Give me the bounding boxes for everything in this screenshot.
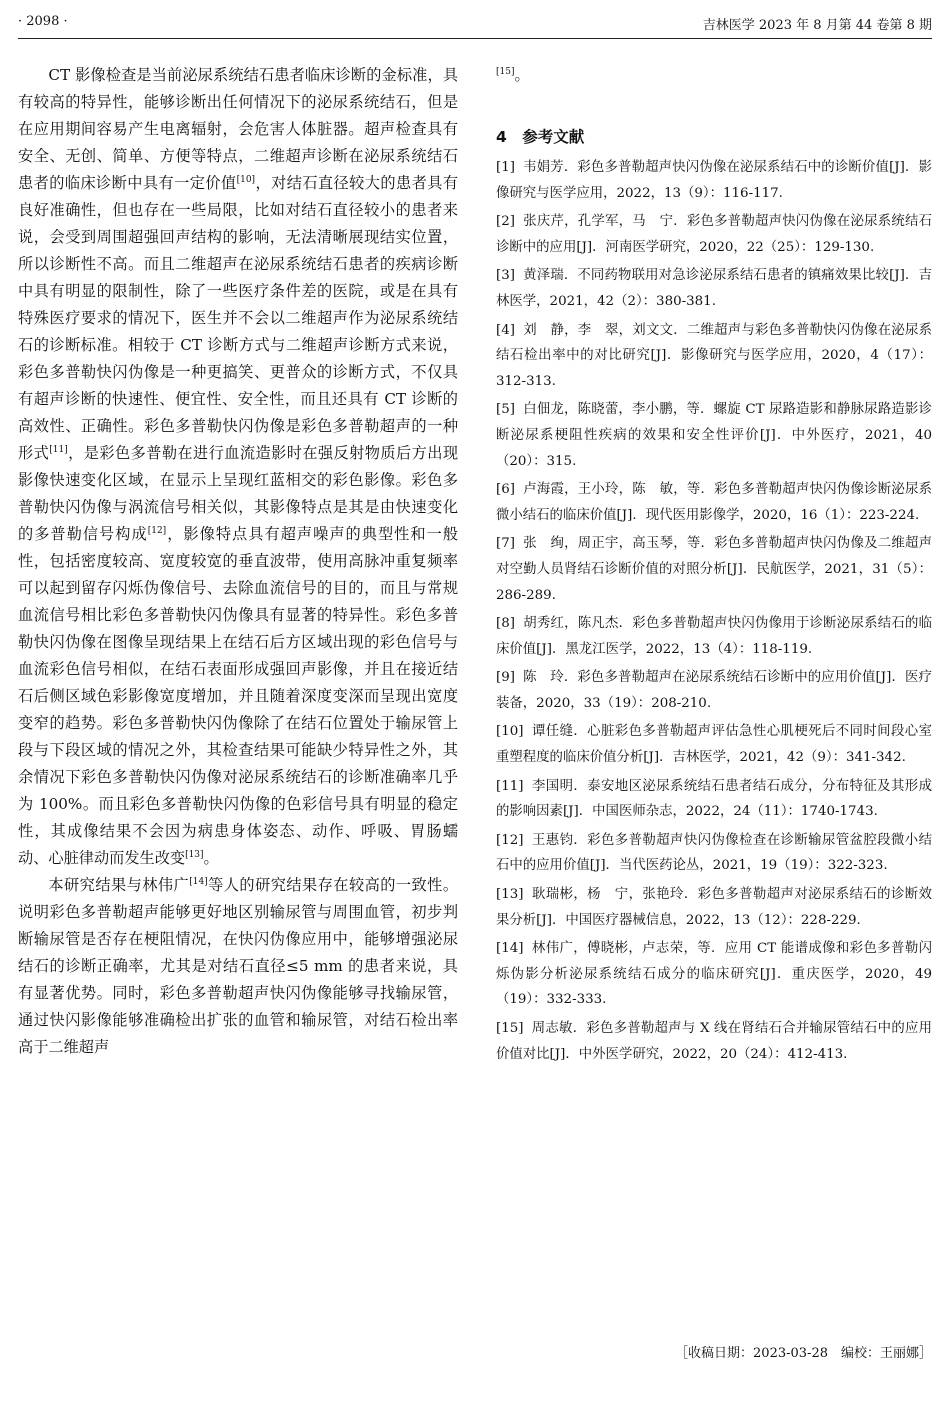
reference-text: 周志敏．彩色多普勒超声与 X 线在肾结石合并输尿管结石中的应用价值对比[J]．中外医学研究，2022，20（24）：412-413. [496, 1021, 932, 1062]
reference-number: [13] [496, 887, 524, 903]
citation: [13] [185, 849, 204, 860]
reference-item [496, 1016, 932, 1067]
reference-item [496, 209, 932, 260]
text-segment: 本研究结果与林伟广 [48, 876, 190, 894]
text-segment: 。 [514, 66, 530, 84]
reference-text: 胡秀红，陈凡杰．彩色多普勒超声快闪伪像用于诊断泌尿系结石的临床价值[J]．黑龙江医学，2022，13（4）：118-119. [496, 616, 932, 657]
reference-list [496, 155, 932, 1067]
header-rule [18, 38, 932, 39]
reference-item [496, 665, 932, 716]
reference-item [496, 936, 932, 1013]
reference-number: [4] [496, 322, 515, 338]
reference-text: 李国明．泰安地区泌尿系统结石患者结石成分，分布特征及其形成的影响因素[J]．中国医师杂志，2022，24（11）：1740-1743. [496, 778, 932, 820]
reference-text: 卢海霞，王小玲，陈 敏，等．彩色多普勒超声快闪伪像诊断泌尿系微小结石的临床价值[J]．现代医用影像学，2020，16（1）：223-224. [496, 482, 932, 523]
citation: [11] [49, 444, 68, 455]
reference-text: 耿瑞彬，杨 宁，张艳玲．彩色多普勒超声对泌尿系结石的诊断效果分析[J]．中国医疗器械信息，2022，13（12）：228-229. [496, 887, 932, 928]
reference-item [496, 263, 932, 314]
reference-item [496, 828, 932, 879]
text-segment: CT 影像检查是当前泌尿系统结石患者临床诊断的金标准，具有较高的特异性，能够诊断出任何情况下的泌尿系统结石，但是在应用期间容易产生电离辐射，会危害人体脏器。超声检查具有安全、无创、简单、方便等特点，二维超声诊断在泌尿系统结石患者的临床诊断中具有一定价值 [18, 66, 458, 192]
page-header [18, 14, 932, 36]
reference-item [496, 318, 932, 395]
reference-text: 张 绚，周正宇，高玉琴，等．彩色多普勒超声快闪伪像及二维超声对空勤人员肾结石诊断价值的对照分析[J]．民航医学，2021，31（5）：286-289. [496, 536, 932, 603]
reference-item [496, 882, 932, 933]
reference-text: 林伟广，傅晓彬，卢志荣，等．应用 CT 能谱成像和彩色多普勒闪烁伪影分析泌尿系统结石成分的临床研究[J]．重庆医学，2020，49（19）：332-333. [496, 941, 932, 1008]
reference-number: [12] [496, 832, 524, 848]
reference-item [496, 531, 932, 608]
reference-text: 韦娟芳．彩色多普勒超声快闪伪像在泌尿系结石中的诊断价值[J]．影像研究与医学应用，2022，13（9）：116-117. [496, 160, 932, 201]
reference-text: 谭任缝．心脏彩色多普勒超声评估急性心肌梗死后不同时间段心室重塑程度的临床价值分析[J]．吉林医学，2021，42（9）：341-342. [496, 724, 932, 766]
reference-number: [2] [496, 214, 515, 230]
citation: [15] [496, 66, 515, 77]
text-segment: ，对结石直径较大的患者具有良好准确性，但也存在一些局限，比如对结石直径较小的患者来说，会受到周围超强回声结构的影响，无法清晰展现结实位置，所以诊断性不高。而且二维超声在泌尿系统结石患者的疾病诊断中具有明显的限制性，除了一些医疗条件差的医院，或是在具有特殊医疗要求的情况下，医生并不会以二维超声作为泌尿系统结石的诊断标准。相较于 CT 诊断方式与二维超声诊断方式来说，彩色多普勒快闪伪像是一种更搞笑、更普众的诊断方式，不仅具有超声诊断的快速性、便宜性、安全性，而且还具有 CT 诊断的高效性、正确性。彩色多普勒快闪伪像是彩色多普勒超声的一种形式 [18, 174, 459, 462]
left-column [18, 62, 458, 1061]
journal-info: 吉林医学 2023 年 8 月第 44 卷第 8 期 [702, 18, 932, 33]
references-heading: 4 参考文献 [496, 128, 585, 146]
body-paragraph-2 [18, 872, 458, 1061]
reference-item [496, 719, 932, 770]
reference-number: [9] [496, 670, 515, 686]
reference-text: 陈 玲．彩色多普勒超声在泌尿系统结石诊断中的应用价值[J]．医疗装备，2020，33（19）：208-210. [496, 670, 932, 711]
reference-item [496, 611, 932, 662]
reference-item [496, 774, 932, 825]
reference-number: [10] [496, 724, 524, 740]
reference-number: [7] [496, 536, 515, 552]
text-segment: 。 [203, 849, 219, 867]
reference-number: [11] [496, 778, 524, 794]
right-column [496, 62, 932, 1070]
text-segment: 等人的研究结果存在较高的一致性。说明彩色多普勒超声能够更好地区别输尿管与周围血管，初步判断输尿管是否存在梗阻情况，在快闪伪像应用中，能够增强泌尿结石的诊断正确率，尤其是对结石直径≤5 mm 的患者来说，具有显著优势。同时，彩色多普勒超声快闪伪像能够寻找输尿管，通过快闪影像能够准确检出扩张的血管和输尿管，对结石检出率高于二维超声 [18, 876, 459, 1056]
receipt-info: ［收稿日期：2023-03-28 编校：王丽娜］ [675, 1346, 932, 1361]
reference-text: 刘 静，李 翠，刘文文．二维超声与彩色多普勒快闪伪像在泌尿系结石检出率中的对比研究[J]．影像研究与医学应用，2020，4（17）：312-313. [496, 322, 932, 389]
page-number: · 2098 · [18, 14, 68, 29]
body-paragraph-2-continued [496, 62, 932, 89]
reference-number: [1] [496, 160, 515, 175]
reference-number: [5] [496, 402, 515, 418]
reference-item [496, 397, 932, 474]
reference-number: [14] [496, 941, 524, 957]
body-paragraph-1 [18, 62, 458, 872]
reference-number: [6] [496, 482, 515, 498]
text-segment: ，影像特点具有超声噪声的典型性和一般性，包括密度较高、宽度较宽的垂直波带，使用高脉冲重复频率可以起到留存闪烁伪像信号、去除血流信号的目的，而且与常规血流信号相比彩色多普勒快闪伪像具有显著的特异性。彩色多普勒快闪伪像在图像呈现结果上在结石后方区域出现的彩色信号与血流彩色信号相似，在结石表面形成强回声影像，并且在接近结石后侧区域色彩影像宽度增加，并且随着深度变深而呈现出宽度变窄的趋势。彩色多普勒快闪伪像除了在结石位置处于输尿管上段与下段区域的情况之外，其检查结果可能缺少特异性之外，其余情况下彩色多普勒快闪伪像对泌尿系统结石的诊断准确率几乎为 100%。而且彩色多普勒快闪伪像的色彩信号具有明显的稳定性，其成像结果不会因为病患身体姿态、动作、呼吸、胃肠蠕动、心脏律动而发生改变 [18, 525, 459, 867]
reference-text: 张庆芹，孔学军，马 宁．彩色多普勒超声快闪伪像在泌尿系统结石诊断中的应用[J]．河南医学研究，2020，22（25）：129-130. [496, 214, 932, 255]
citation: [12] [147, 525, 167, 536]
reference-text: 白佃龙，陈晓蕾，李小鹏，等．螺旋 CT 尿路造影和静脉尿路造影诊断泌尿系梗阻性疾病的效果和安全性评价[J]．中外医疗，2021，40（20）：315. [496, 402, 932, 469]
reference-number: [15] [496, 1021, 524, 1036]
citation: [14] [189, 876, 208, 887]
reference-text: 黄泽瑞．不同药物联用对急诊泌尿系结石患者的镇痛效果比较[J]．吉林医学，2021，42（2）：380-381. [496, 268, 932, 309]
reference-item [496, 155, 932, 206]
reference-number: [8] [496, 616, 515, 632]
citation: [10] [236, 174, 256, 185]
reference-number: [3] [496, 268, 515, 284]
text-segment: ，是彩色多普勒在进行血流造影时在强反射物质后方出现影像快速变化区域，在显示上呈现红蓝相交的彩色影像。彩色多普勒快闪伪像与涡流信号相关似，其影像特点是其是由快速变化的多普勒信号构成 [18, 444, 459, 543]
reference-text: 王惠钧．彩色多普勒超声快闪伪像检查在诊断输尿管盆腔段微小结石中的应用价值[J]．当代医药论丛，2021，19（19）：322-323. [496, 832, 932, 874]
reference-item [496, 477, 932, 528]
